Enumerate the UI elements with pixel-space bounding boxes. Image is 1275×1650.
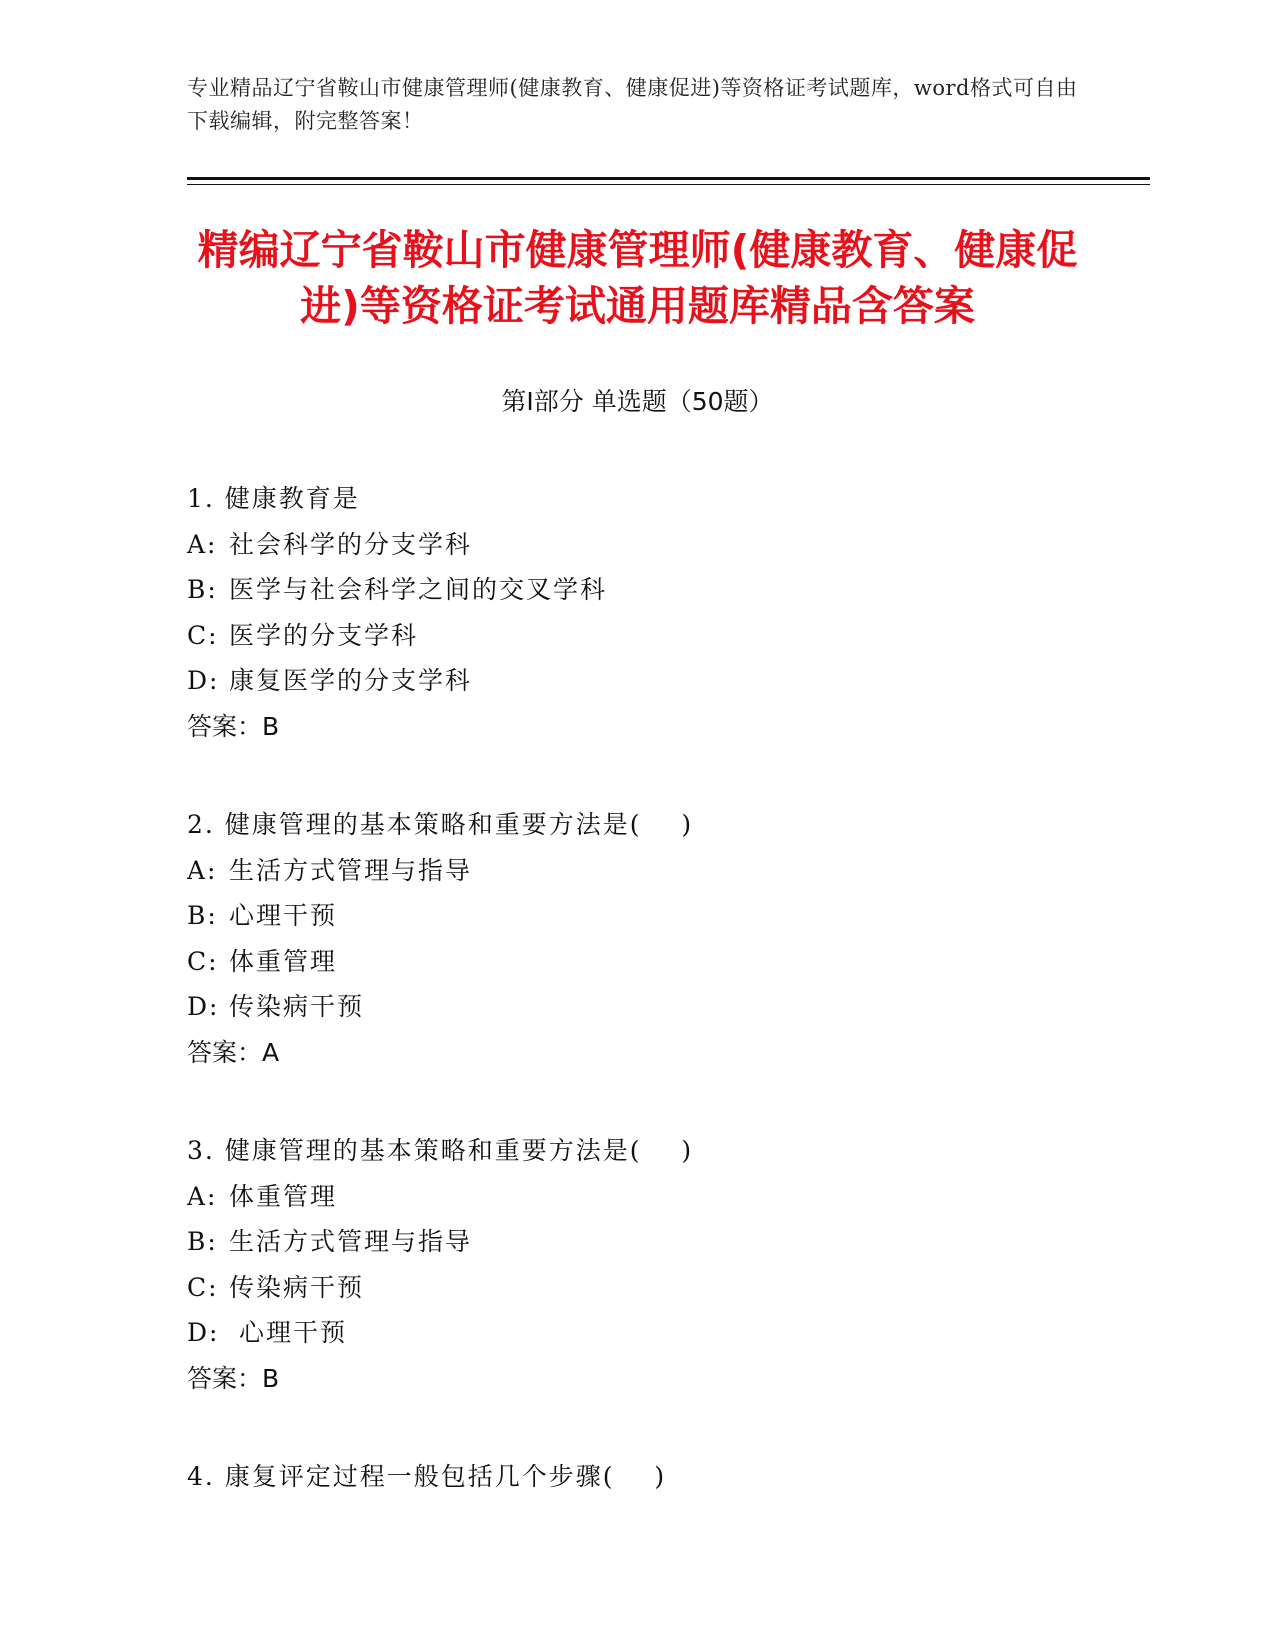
- option-key: D:: [187, 666, 220, 695]
- option-a: [187, 522, 1117, 568]
- question-3: [187, 1128, 1117, 1401]
- header-note: 专业精品辽宁省鞍山市健康管理师(健康教育、健康促进)等资格证考试题库，word格式可自由下载编辑，附完整答案！: [187, 76, 1078, 133]
- option-text: 社会科学的分支学科: [229, 529, 473, 559]
- option-text: 医学与社会科学之间的交叉学科: [229, 575, 608, 604]
- option-key: B:: [187, 1227, 218, 1256]
- option-key: C:: [187, 946, 219, 976]
- question-4: [187, 1454, 1117, 1500]
- option-key: A:: [187, 1181, 218, 1211]
- option-text: 体重管理: [229, 1181, 338, 1211]
- header-rule-thin: [187, 184, 1150, 185]
- option-text: 心理干预: [229, 1318, 347, 1347]
- option-key: B:: [187, 575, 218, 604]
- option-d: [187, 1310, 1117, 1356]
- option-d: [187, 984, 1117, 1030]
- option-a: [187, 848, 1117, 894]
- option-text: 心理干预: [229, 901, 338, 930]
- option-b: [187, 1219, 1117, 1265]
- option-key: B:: [187, 901, 218, 930]
- option-b: [187, 893, 1117, 939]
- answer-line: 答案：A: [187, 1037, 280, 1067]
- option-a: [187, 1174, 1117, 1220]
- option-key: C:: [187, 620, 219, 650]
- option-key: C:: [187, 1272, 219, 1302]
- option-text: 康复医学的分支学科: [229, 666, 473, 695]
- question-stem: 3. 健康管理的基本策略和重要方法是( ): [187, 1136, 694, 1165]
- option-text: 医学的分支学科: [229, 620, 419, 650]
- answer-line: 答案：B: [187, 711, 280, 741]
- option-key: D:: [187, 992, 220, 1021]
- document-title: 精编辽宁省鞍山市健康管理师(健康教育、健康促进)等资格证考试通用题库精品含答案: [197, 226, 1078, 330]
- option-c: [187, 1265, 1117, 1311]
- option-c: [187, 613, 1117, 659]
- header-rule-thick: [187, 177, 1150, 180]
- section-heading: 第Ⅰ部分 单选题（50题）: [501, 387, 774, 416]
- option-text: 体重管理: [229, 946, 338, 976]
- option-text: 传染病干预: [229, 1272, 365, 1302]
- answer-line: 答案：B: [187, 1363, 280, 1393]
- question-stem: 4. 康复评定过程一般包括几个步骤( ): [187, 1462, 667, 1491]
- question-stem: 2. 健康管理的基本策略和重要方法是( ): [187, 810, 694, 839]
- question-list: [187, 476, 1117, 1553]
- option-key: A:: [187, 529, 218, 559]
- option-text: 生活方式管理与指导: [229, 1227, 473, 1256]
- option-b: [187, 567, 1117, 613]
- question-1: [187, 476, 1117, 749]
- option-key: D:: [187, 1318, 220, 1347]
- option-c: [187, 939, 1117, 985]
- option-key: A:: [187, 855, 218, 885]
- question-2: [187, 802, 1117, 1075]
- question-stem: 1. 健康教育是: [187, 484, 360, 513]
- option-text: 生活方式管理与指导: [229, 855, 473, 885]
- option-d: [187, 658, 1117, 704]
- option-text: 传染病干预: [229, 992, 365, 1021]
